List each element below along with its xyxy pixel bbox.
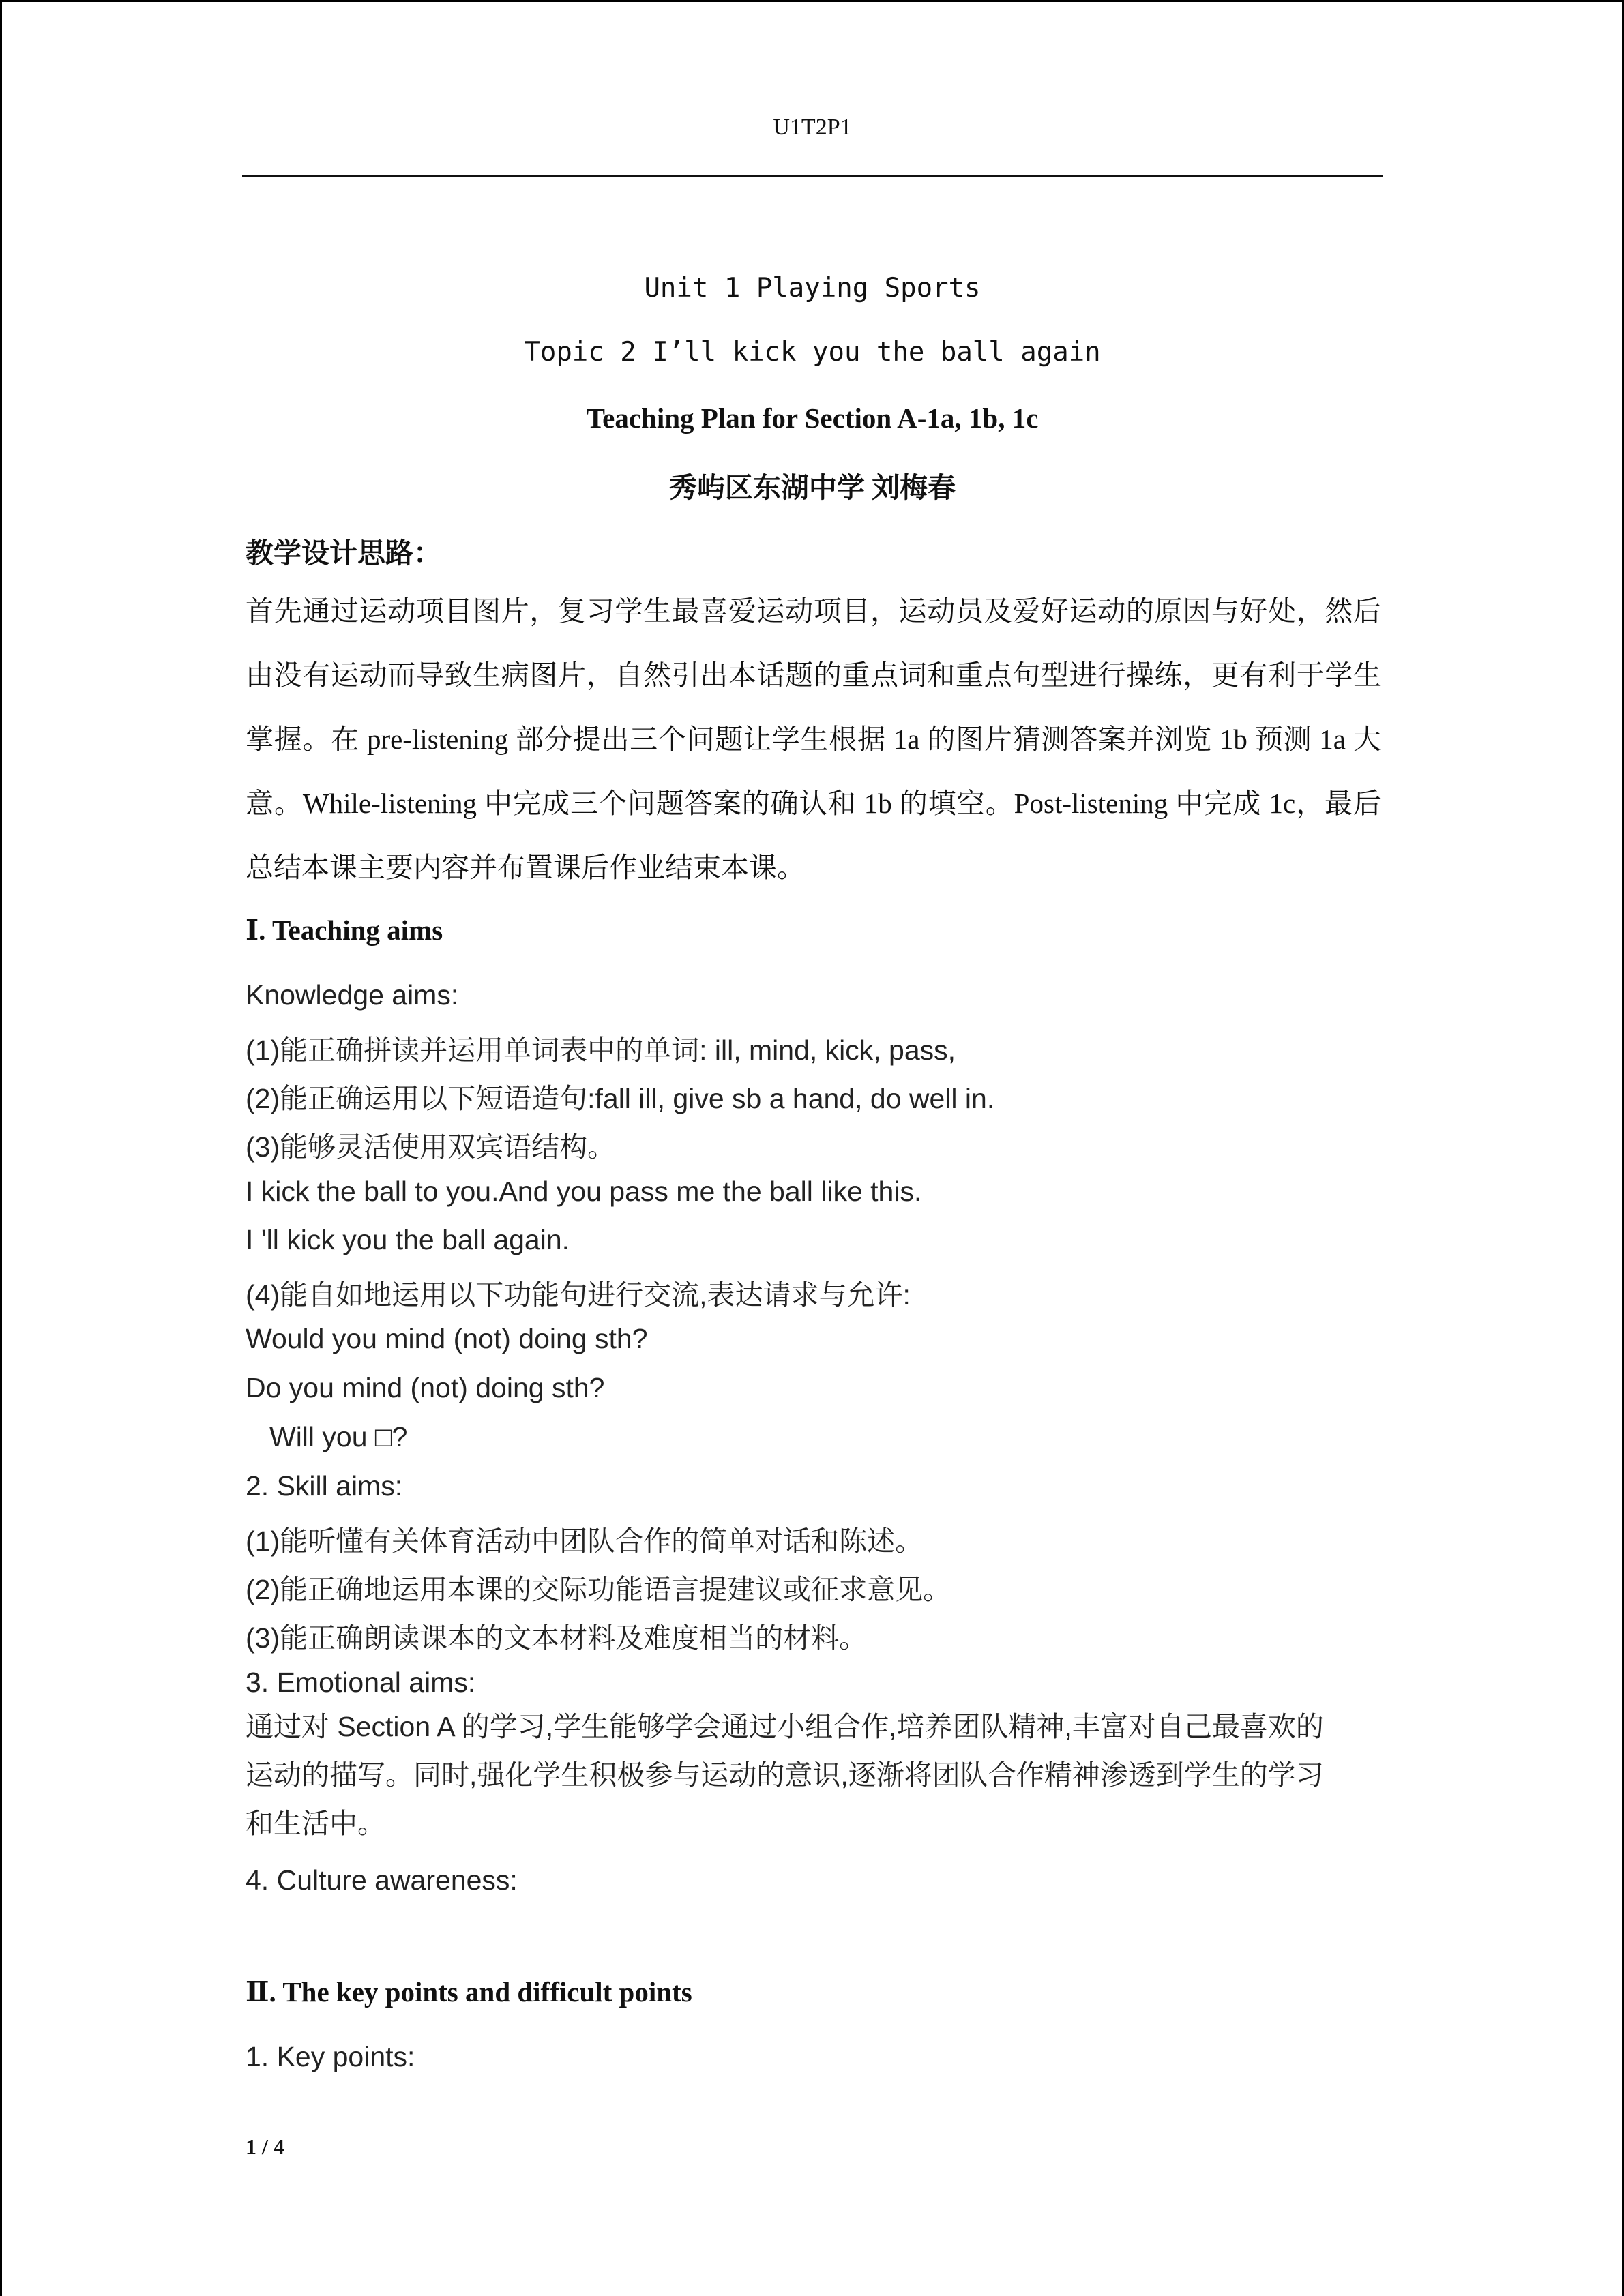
design-heading: 教学设计思路： (246, 537, 441, 569)
emotional-aims-label: 3. Emotional aims: (246, 1667, 476, 1698)
knowledge-aim-2: (2)能正确运用以下短语造句:fall ill, give sb a hand, do well in. (246, 1083, 995, 1114)
example-sentence-1: I kick the ball to you.And you pass me the ball like this. (246, 1176, 922, 1207)
function-sentence-2: Do you mind (not) doing sth? (246, 1372, 605, 1403)
page-border-top (0, 0, 1624, 2)
skill-aims-label: 2. Skill aims: (246, 1470, 403, 1502)
culture-awareness-label: 4. Culture awareness: (246, 1864, 518, 1896)
key-points-label: 1. Key points: (246, 2041, 415, 2072)
header-rule (242, 175, 1383, 177)
page-number: 1 / 4 (246, 2134, 284, 2159)
teaching-aims-heading: Ⅰ. Teaching aims (246, 914, 443, 946)
function-sentence-3: Will you □? (269, 1421, 408, 1452)
example-sentence-2: I 'll kick you the ball again. (246, 1224, 570, 1255)
design-paragraph: 首先通过运动项目图片，复习学生最喜爱运动项目，运动员及爱好运动的原因与好处，然后由没有运动而导致生病图片，自然引出本话题的重点词和重点句型进行操练，更有利于学生掌握。在 pre-listening 部分提出三个问题让学生根据 1a 的图片猜测答案并浏览 1b 预测 1a 大意。While-listening 中完成三个问题答案的确认和 1b 的填空。Post-listening 中完成 1c，最后总结本课主要内容并布置课后作业结束本课。 (246, 595, 1381, 883)
knowledge-aims-label: Knowledge aims: (246, 979, 459, 1011)
topic-title: Topic 2 I’ll kick you the ball again (524, 337, 1101, 368)
knowledge-aim-3: (3)能够灵活使用双宾语结构。 (246, 1131, 616, 1163)
key-points-heading: Ⅱ. The key points and difficult points (246, 1976, 692, 2008)
function-sentence-1: Would you mind (not) doing sth? (246, 1323, 648, 1354)
knowledge-aim-1: (1)能正确拼读并运用单词表中的单词: ill, mind, kick, pass, (246, 1034, 956, 1066)
author-line: 秀屿区东湖中学 刘梅春 (668, 472, 956, 503)
skill-aim-1: (1)能听懂有关体育活动中团队合作的简单对话和陈述。 (246, 1525, 924, 1557)
page-header: U1T2P1 (773, 115, 852, 140)
emotional-aims-text: 通过对 Section A 的学习,学生能够学会通过小组合作,培养团队精神,丰富对自己最喜欢的运动的描写。同时,强化学生积极参与运动的意识,逐渐将团队合作精神渗透到学生的学习和生活中。 (246, 1711, 1324, 1839)
skill-aim-2: (2)能正确地运用本课的交际功能语言提建议或征求意见。 (246, 1574, 951, 1605)
skill-aim-3: (3)能正确朗读课本的文本材料及难度相当的材料。 (246, 1622, 868, 1654)
plan-title: Teaching Plan for Section A-1a, 1b, 1c (586, 402, 1039, 434)
page-border-left (0, 0, 2, 2296)
unit-title: Unit 1 Playing Sports (644, 273, 981, 303)
knowledge-aim-4: (4)能自如地运用以下功能句进行交流,表达请求与允许: (246, 1279, 911, 1311)
